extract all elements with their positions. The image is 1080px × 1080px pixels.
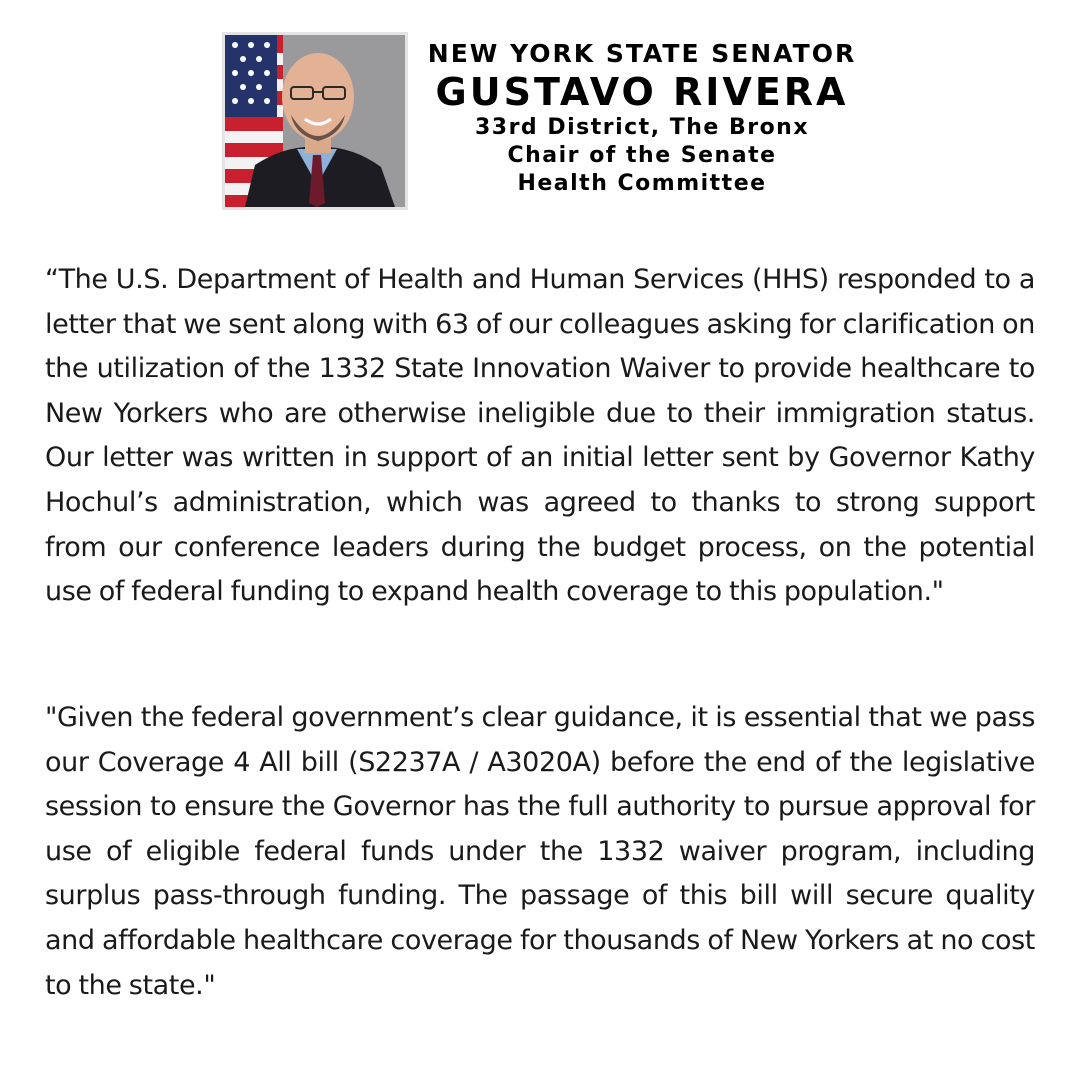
statement-paragraph-1: “The U.S. Department of Health and Human Services (HHS) responded to a letter that we sent along with 63 of our colleagues asking for clarification on the utilization of the 1332 State Innovation Waiver to provide healthcare to New Yorkers who are otherwise ineligible due to their immigration status. Our letter was written in support of an initial letter sent by Governor Kathy Hochul’s administration, which was agreed to thanks to strong support from our conference leaders during the budget process, on the potential use of federal funding to expand health coverage to this population." <box>45 264 1035 608</box>
district-line: 33rd District, The Bronx <box>474 115 810 140</box>
portrait-illustration <box>225 35 405 207</box>
committee-role-line: Chair of the Senate <box>507 143 777 168</box>
committee-name-line: Health Committee <box>517 171 767 196</box>
header <box>222 32 862 212</box>
senator-title: NEW YORK STATE SENATOR <box>427 39 857 68</box>
statement-paragraph-2: "Given the federal government’s clear guidance, it is essential that we pass our Coverage 4 All bill (S2237A / A3020A) before the end of the legislative session to ensure the Governor has the full authority to pursue approval for use of eligible federal funds under the 1332 waiver program, including surplus pass-through funding. The passage of this bill will secure quality and affordable healthcare coverage for thousands of New Yorkers at no cost to the state." <box>45 702 1035 1001</box>
senator-portrait-photo <box>222 32 408 210</box>
senator-name: GUSTAVO RIVERA <box>435 70 849 114</box>
title-block <box>422 38 862 198</box>
